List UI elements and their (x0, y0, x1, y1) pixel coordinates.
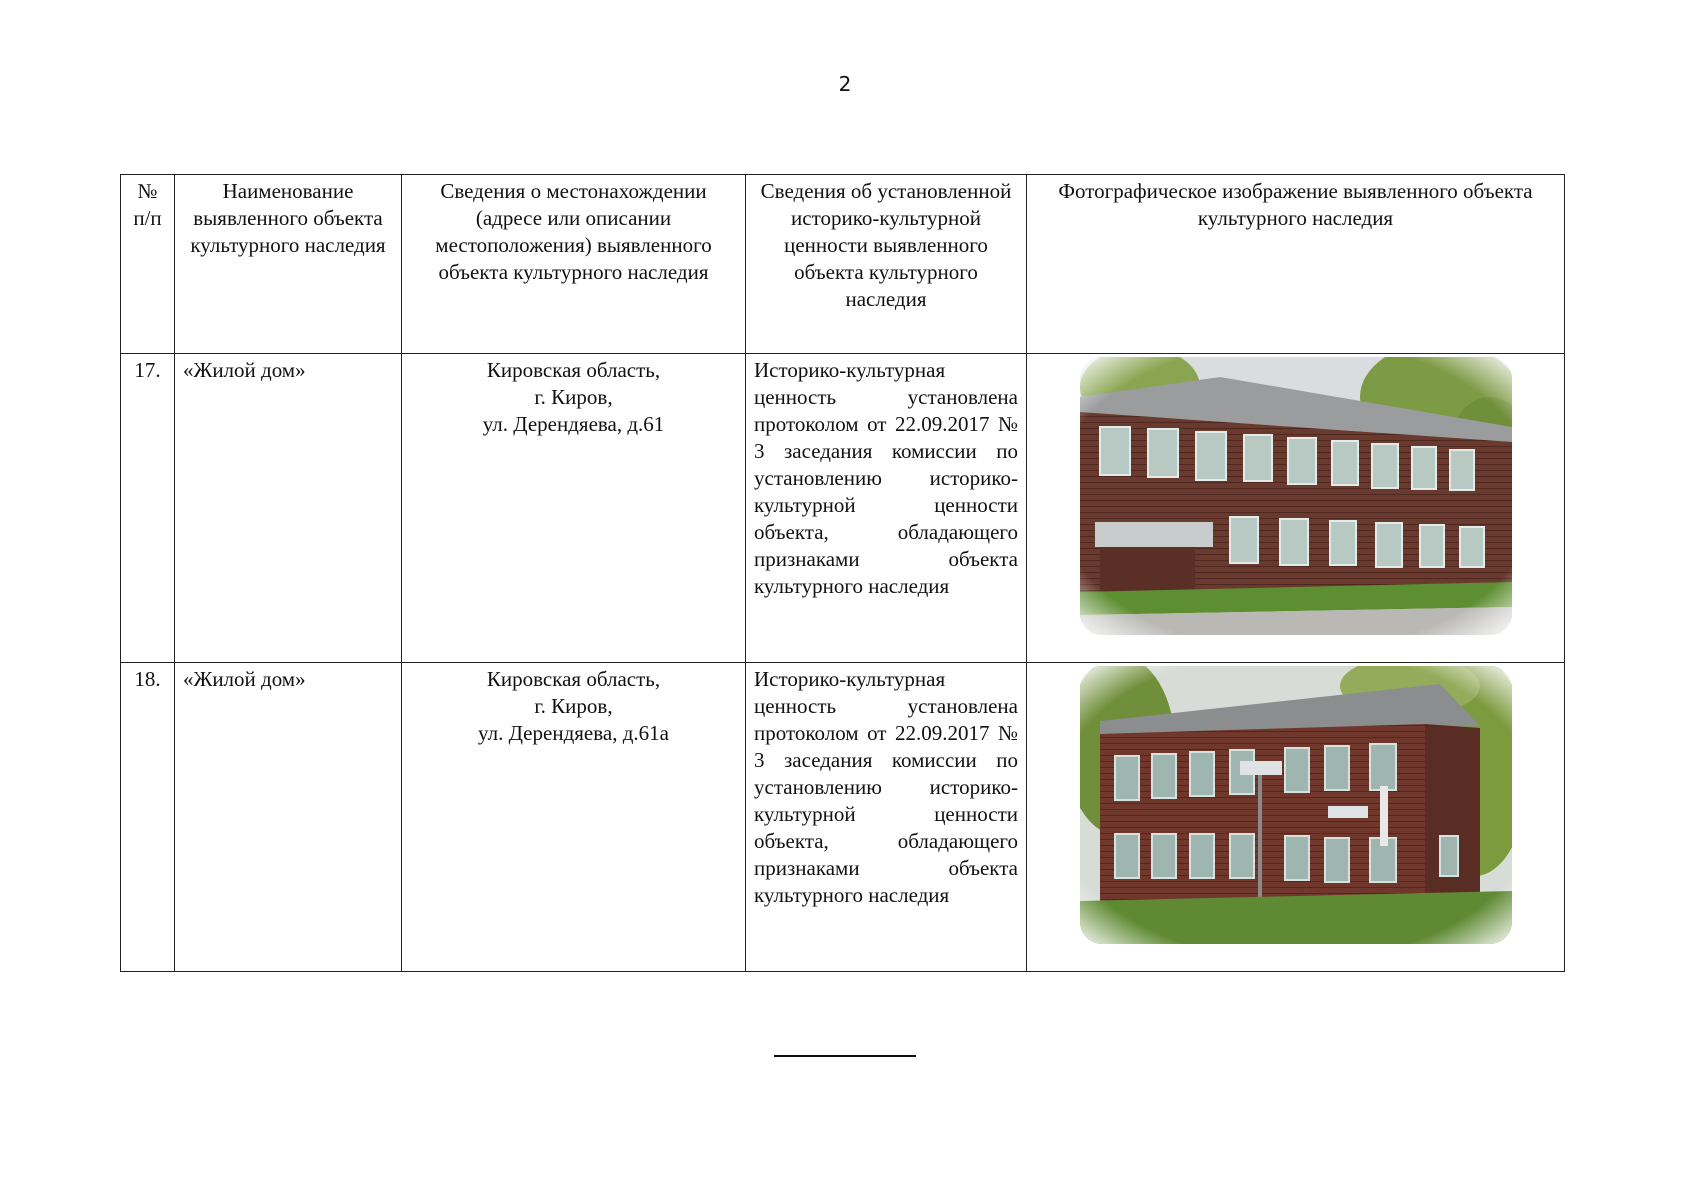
address-region: Кировская область, (486, 667, 661, 691)
address-street: ул. Дерендяева, д.61 (482, 412, 665, 436)
address-region: Кировская область, (486, 358, 661, 382)
table-row (121, 663, 1565, 972)
header-photo: Фотографическое изображение выявленного объекта культурного наследия (1027, 175, 1565, 354)
building-photo-corner-house (1080, 666, 1512, 944)
address-city: г. Киров, (534, 385, 613, 409)
heritage-objects-table (120, 174, 1565, 972)
photo-cell (1027, 354, 1565, 663)
closing-rule (774, 1055, 916, 1057)
header-object-name: Наименование выявленного объекта культурного наследия (175, 175, 402, 354)
row-number: 18. (121, 663, 175, 972)
building-photo-two-storey (1080, 357, 1512, 635)
building-photo (1080, 357, 1512, 635)
cultural-value-text: Историко-культурная ценность установлена протоколом от 22.09.2017 № 3 заседания комиссии по установлению историко-культурной ценности объекта, обладающего признаками объекта культурного наследия (746, 663, 1027, 972)
object-address (402, 663, 746, 972)
row-number: 17. (121, 354, 175, 663)
header-cultural-value: Сведения об установленной историко-культурной ценности выявленного объекта культурного наследия (746, 175, 1027, 354)
address-street: ул. Дерендяева, д.61а (478, 721, 669, 745)
object-address (402, 354, 746, 663)
header-number: № п/п (121, 175, 175, 354)
header-location: Сведения о местонахождении (адресе или описании местоположения) выявленного объекта культурного наследия (402, 175, 746, 354)
address-city: г. Киров, (534, 694, 613, 718)
table-row (121, 354, 1565, 663)
object-name: «Жилой дом» (175, 354, 402, 663)
object-name: «Жилой дом» (175, 663, 402, 972)
page-number: 2 (838, 72, 852, 96)
photo-cell (1027, 663, 1565, 972)
table-header-row (121, 175, 1565, 354)
cultural-value-text: Историко-культурная ценность установлена протоколом от 22.09.2017 № 3 заседания комиссии по установлению историко-культурной ценности объекта, обладающего признаками объекта культурного наследия (746, 354, 1027, 663)
building-photo (1080, 666, 1512, 944)
